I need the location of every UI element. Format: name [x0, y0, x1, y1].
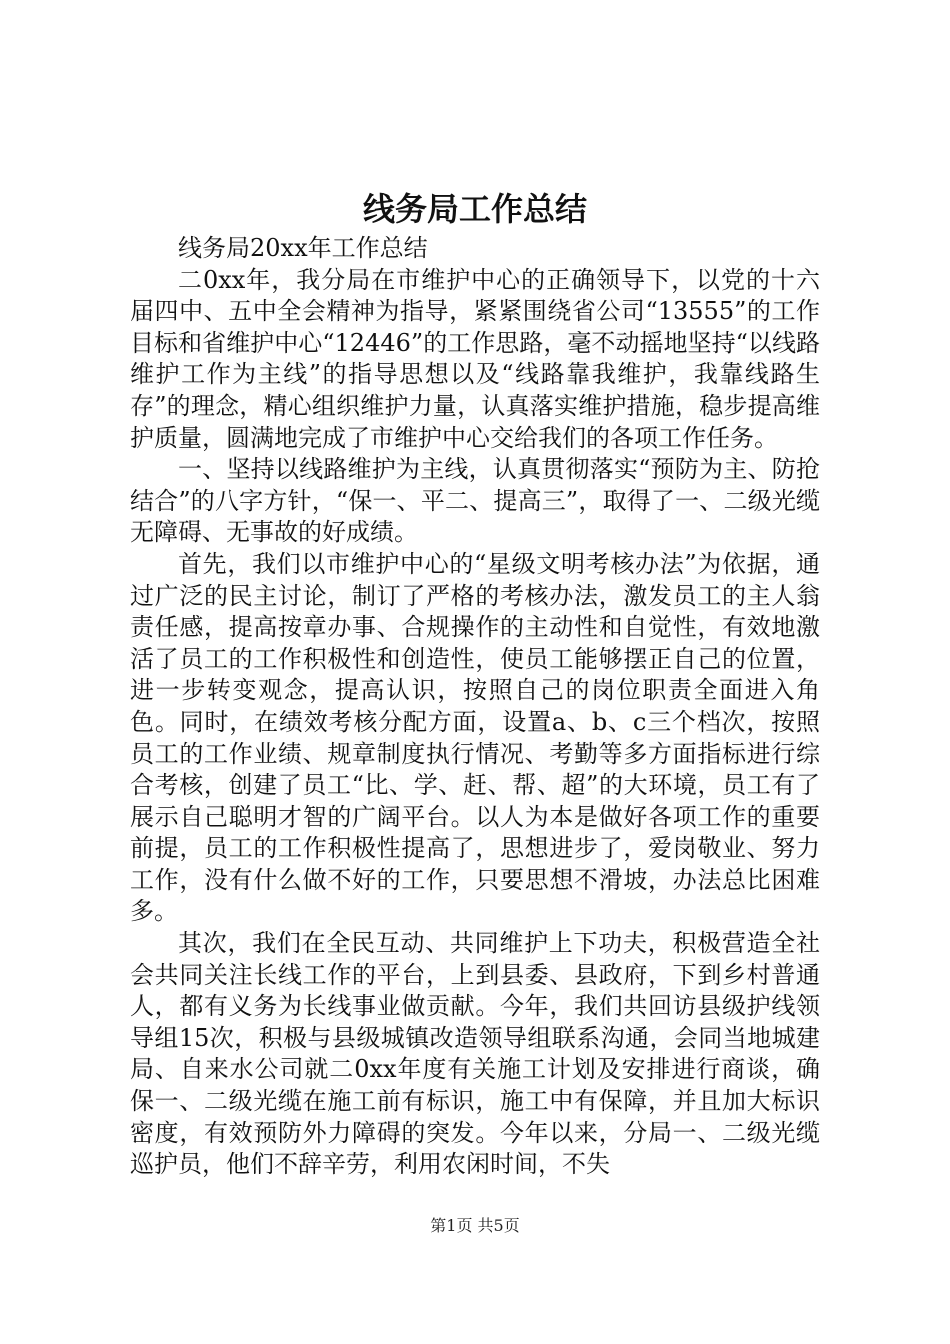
page-number: 第1页 共5页	[430, 1216, 520, 1235]
paragraph-first: 首先，我们以市维护中心的“星级文明考核办法”为依据，通过广泛的民主讨论，制订了严格的考核办法，激发员工的主人翁责任感，提高按章办事、合规操作的主动性和自觉性，有效地激活了员工的工作积极性和创造性，使员工能够摆正自己的位置，进一步转变观念，提高认识，按照自己的岗位职责全面进入角色。同时，在绩效考核分配方面，设置a、b、c三个档次，按照员工的工作业绩、规章制度执行情况、考勤等多方面指标进行综合考核，创建了员工“比、学、赶、帮、超”的大环境，员工有了展示自己聪明才智的广阔平台。以人为本是做好各项工作的重要前提，员工的工作积极性提高了，思想进步了，爱岗敬业、努力工作，没有什么做不好的工作，只要思想不滑坡，办法总比困难多。	[130, 549, 820, 926]
paragraph-intro: 二0xx年，我分局在市维护中心的正确领导下，以党的十六届四中、五中全会精神为指导，紧紧围绕省公司“13555”的工作目标和省维护中心“12446”的工作思路，毫不动摇地坚持“以线路维护工作为主线”的指导思想以及“线路靠我维护，我靠线路生存”的理念，精心组织维护力量，认真落实维护措施，稳步提高维护质量，圆满地完成了市维护中心交给我们的各项工作任务。	[130, 265, 820, 452]
paragraph-subtitle: 线务局20xx年工作总结	[178, 234, 428, 262]
document-title: 线务局工作总结	[362, 190, 587, 228]
paragraph-second: 其次，我们在全民互动、共同维护上下功夫，积极营造全社会共同关注长线工作的平台，上到县委、县政府，下到乡村普通人，都有义务为长线事业做贡献。今年，我们共回访县级护线领导组15次，积极与县级城镇改造领导组联系沟通，会同当地城建局、自来水公司就二0xx年度有关施工计划及安排进行商谈，确保一、二级光缆在施工前有标识，施工中有保障，并且加大标识密度，有效预防外力障碍的突发。今年以来，分局一、二级光缆巡护员，他们不辞辛劳，利用农闲时间，不失	[130, 929, 820, 1179]
document-body	[130, 233, 820, 1181]
paragraph-section-one: 一、坚持以线路维护为主线，认真贯彻落实“预防为主、防抢结合”的八字方针，“保一、平二、提高三”，取得了一、二级光缆无障碍、无事故的好成绩。	[130, 455, 820, 547]
